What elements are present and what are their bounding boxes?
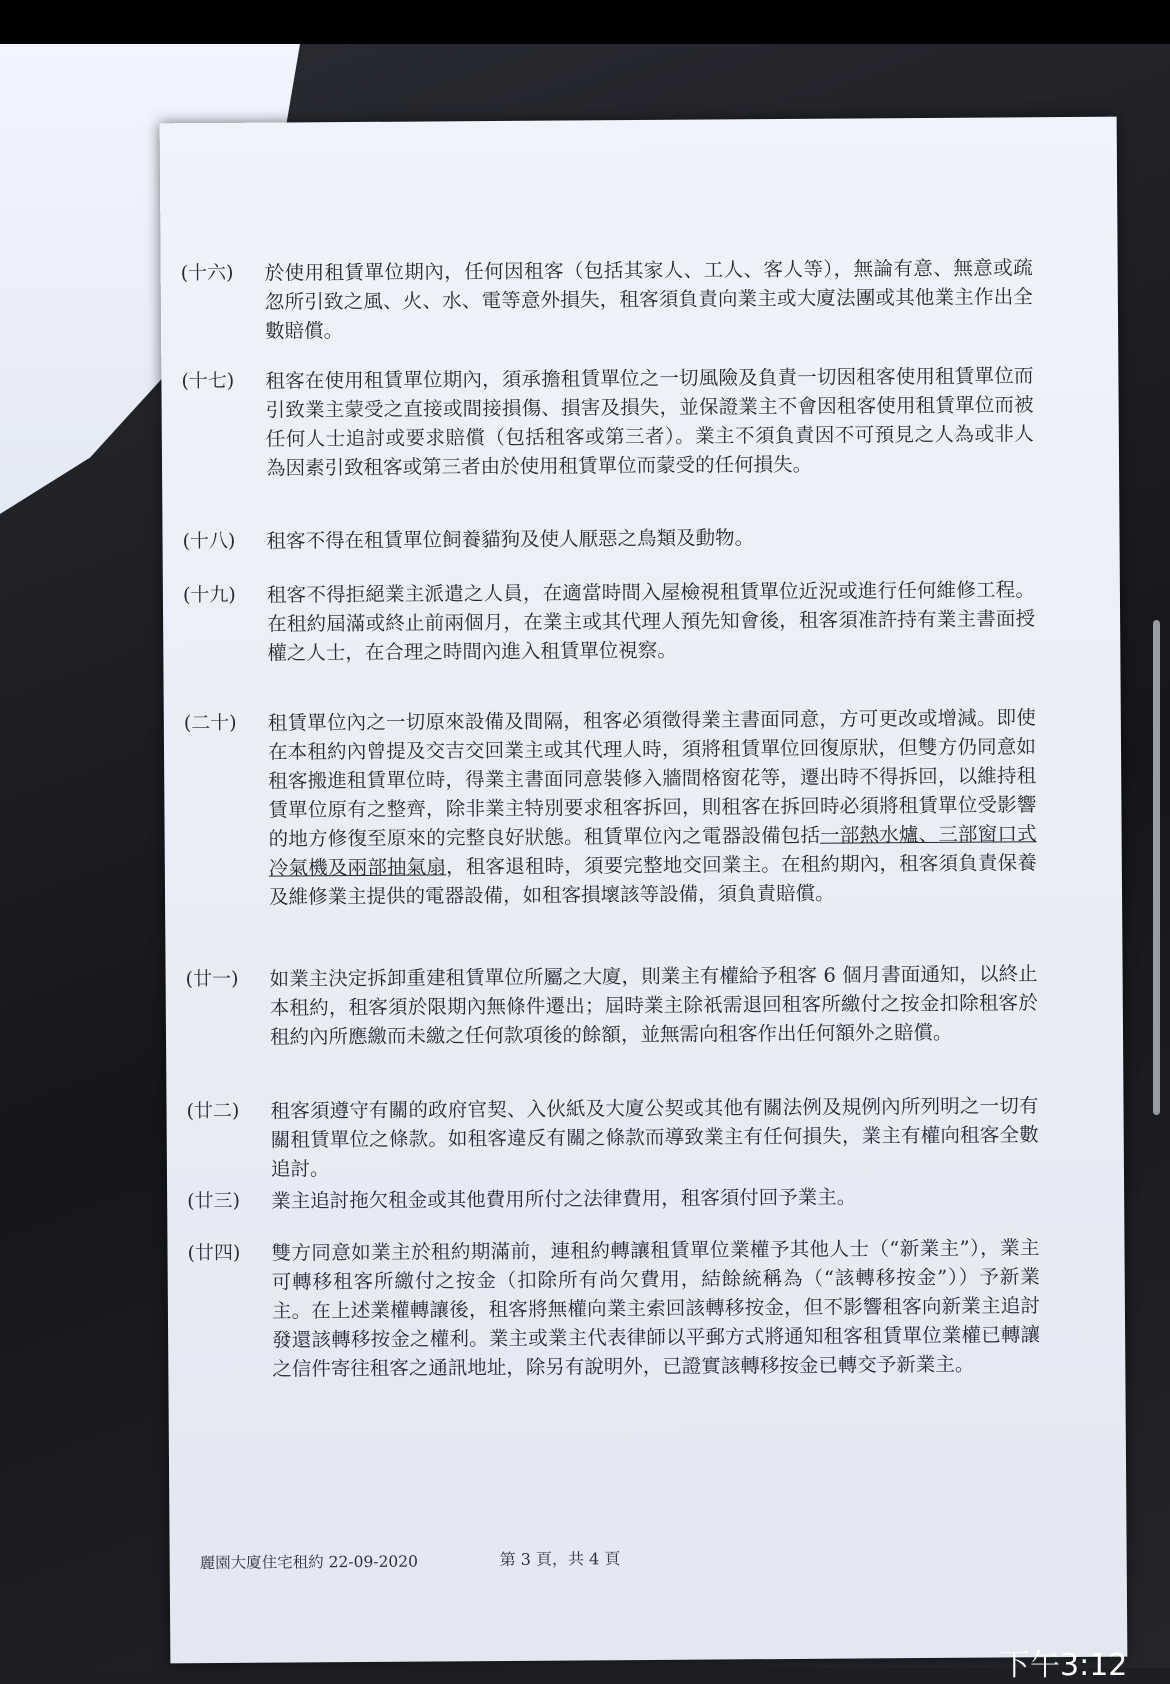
clause-21: [186, 959, 1087, 1052]
underlined-appliances: 一部熱水爐、三部窗口式冷氣機及兩部抽氣扇: [268, 822, 1037, 880]
top-black-bar: [0, 0, 1170, 44]
clause-text: [268, 703, 1037, 911]
footer-document-title: 麗園大廈住宅租約 22-09-2020: [199, 1552, 419, 1573]
contract-page: [160, 117, 1128, 1664]
clause-text: 租客須遵守有關的政府官契、入伙紙及大廈公契或其他有關法例及規例內所列明之一切有關租賃單位之條款。如租客違反有關之條款而導致業主有任何損失，業主有權向租客全數追討。: [270, 1094, 1039, 1181]
footer-page-number: 第 3 頁，共 4 頁: [499, 1549, 621, 1570]
clause-number: (十九): [182, 583, 236, 607]
clause-number: (廿一): [185, 967, 239, 991]
clause-18: [182, 521, 1082, 556]
clause-text: 於使用租賃單位期內，任何因租客（包括其家人、工人、客人等），無論有意、無意或疏忽所引致之風、火、水、電等意外損失，租客須負責向業主或大廈法團或其他業主作出全數賠償。: [264, 256, 1033, 343]
clause-text: 租客不得在租賃單位飼養貓狗及使人厭惡之鳥類及動物。: [266, 526, 755, 553]
clause-text-part: 租賃單位內之一切原來設備及間隔，租客必須徵得業主書面同意，方可更改或增減。即使在本租約內曾提及交吉交回業主或其代理人時，須將租賃單位回復原狀，但雙方仍同意如租客搬進租賃單位時，得業主書面同意裝修入牆間格窗花等，遷出時不得拆回，以維持租賃單位原有之整齊，除非業主特別要求租客拆回，則租客在拆回時必須將租賃單位受影響的地方修復至原來的完整良好狀態。租賃單位內之電器設備包括: [267, 706, 1037, 851]
clause-text: 雙方同意如業主於租約期滿前，連租約轉讓租賃單位業權予其他人士（“新業主”），業主可轉移租客所繳付之按金（扣除所有尚欠費用，結餘統稱為（“該轉移按金”））予新業主。在上述業權轉讓後，租客將無權向業主索回該轉移按金，但不影響租客向新業主追討發還該轉移按金之權利。業主或業主代表律師以平郵方式將通知租客租賃單位業權已轉讓之信件寄往租客之通訊地址，除另有說明外，已證實該轉移按金已轉交予新業主。: [271, 1236, 1041, 1381]
clause-number: (廿四): [187, 1241, 241, 1265]
clause-20: [184, 703, 1085, 912]
clause-number: (廿二): [186, 1099, 240, 1123]
clause-16: [181, 253, 1082, 346]
clause-text-part: ，租客退租時，須要完整地交回業主。在租約期內，租客須負責保養及維修業主提供的電器設備，如租客損壞該等設備，須負責賠償。: [268, 851, 1037, 909]
clause-number: (十六): [180, 261, 234, 285]
status-time: 下午3:12: [1000, 1648, 1128, 1683]
clause-text: 如業主決定拆卸重建租賃單位所屬之大廈，則業主有權給予租客 6 個月書面通知，以終止本租約，租客須於限期內無條件遷出；屆時業主除祇需退回租客所繳付之按金扣除租客於租約內所應繳而未繳之任何款項後的餘額，並無需向租客作出任何額外之賠償。: [269, 962, 1038, 1049]
clause-text: 租客不得拒絕業主派遣之人員，在適當時間入屋檢視租賃單位近況或進行任何維修工程。在租約屆滿或終止前兩個月，在業主或其代理人預先知會後，租客須准許持有業主書面授權之人士，在合理之時間內進入租賃單位視察。: [266, 578, 1036, 665]
clause-number: (十八): [182, 529, 236, 553]
clause-17: [181, 361, 1082, 483]
clause-24: [187, 1233, 1088, 1384]
clause-number: (十七): [181, 369, 235, 393]
clause-number: (廿三): [187, 1189, 241, 1213]
clause-22: [186, 1091, 1087, 1184]
clause-23: [187, 1181, 1087, 1216]
scrollbar-thumb[interactable]: [1153, 620, 1160, 1115]
clause-text: 租客在使用租賃單位期內，須承擔租賃單位之一切風險及負責一切因租客使用租賃單位而引致業主蒙受之直接或間接損傷、損害及損失，並保證業主不會因租客使用租賃單位而被任何人士追討或要求賠償（包括租客或第三者）。業主不須負責因不可預見之人為或非人為因素引致租客或第三者由於使用租賃單位而蒙受的任何損失。: [265, 364, 1034, 480]
clause-19: [183, 575, 1084, 668]
clause-text: 業主追討拖欠租金或其他費用所付之法律費用，租客須付回予業主。: [271, 1185, 857, 1213]
clause-number: (二十): [183, 711, 237, 735]
